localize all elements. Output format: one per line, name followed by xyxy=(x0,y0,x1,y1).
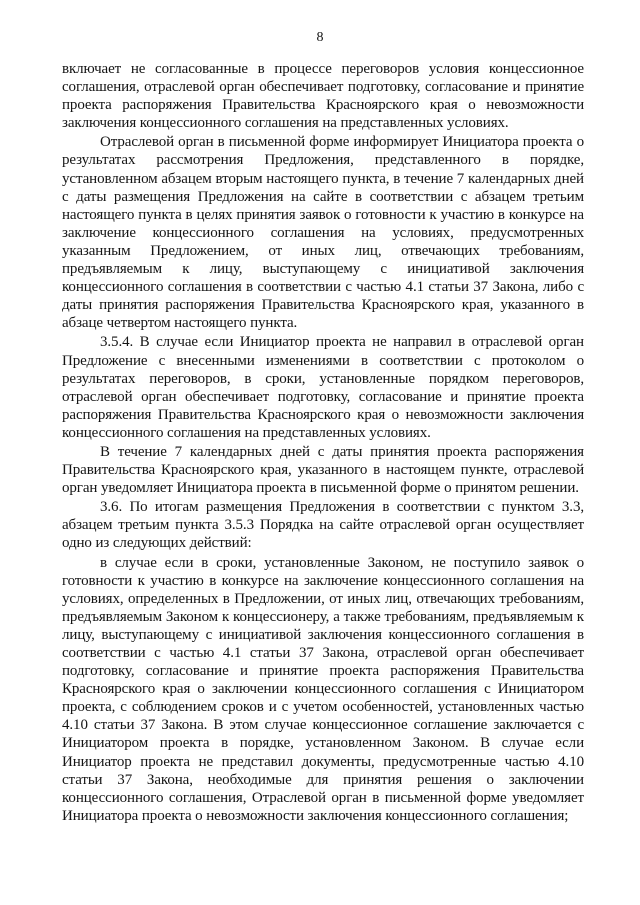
page-number: 8 xyxy=(316,30,324,45)
paragraph-1: включает не согласованные в процессе переговоров условия концессионное соглашения, отраслевой орган обеспечивает подготовку, согласование и принятие проекта распоряжения Правительства Красноярского края о невозможности заключения концессионного соглашения на представленных условиях. xyxy=(62,61,584,132)
paragraph-6: в случае если в сроки, установленные Законом, не поступило заявок о готовности к участию в конкурсе на заключение концессионного соглашения на условиях, определенных в Предложении, от иных лиц, отвечающих требованиям, предъявляемым Законом к концессионеру, а также требованиям, предъявляемым к лицу, выступающему с инициативой заключения концессионного соглашения в соответствии с частью 4.1 статьи 37 Закона, отраслевой орган обеспечивает подготовку, согласование и принятие проекта распоряжения Правительства Красноярского края о заключении концессионного соглашения с Инициатором проекта, с соблюдением сроков и с учетом особенностей, установленных частью 4.10 статьи 37 Закона. В этом случае концессионное соглашение заключается с Инициатором проекта в порядке, установленном Законом. В случае если Инициатор проекта не представил документы, предусмотренные частью 4.10 статьи 37 Закона, необходимые для принятия решения о заключении концессионного соглашения, Отраслевой орган в письменной форме уведомляет Инициатора проекта о невозможности заключения концессионного соглашения; xyxy=(62,554,584,824)
paragraph-3: 3.5.4. В случае если Инициатор проекта не направил в отраслевой орган Предложение с внесенными изменениями в соответствии с протоколом о результатах переговоров, в сроки, установленные порядком переговоров, отраслевой орган обеспечивает подготовку, согласование и принятие проекта распоряжения Правительства Красноярского края о невозможности заключения концессионного соглашения на представленных условиях. xyxy=(62,334,584,441)
body-text xyxy=(62,60,584,826)
paragraph-4: В течение 7 календарных дней с даты принятия проекта распоряжения Правительства Красноярского края, указанного в настоящем пункте, отраслевой орган уведомляет Инициатора проекта в письменной форме о принятом решении. xyxy=(62,443,584,497)
paragraph-2: Отраслевой орган в письменной форме информирует Инициатора проекта о результатах рассмотрения Предложения, представленного в порядке, установленном абзацем вторым настоящего пункта, в течение 7 календарных дней с даты размещения Предложения на сайте в соответствии с абзацем третьим настоящего пункта в целях принятия заявок о готовности к участию в конкурсе на заключение концессионного соглашения на условиях, предусмотренных указанным Предложением, от иных лиц, отвечающих требованиям, предъявляемым к лицу, выступающему с инициативой заключения концессионного соглашения в соответствии с частью 4.1 статьи 37 Закона, либо с даты принятия распоряжения Правительства Красноярского края, указанного в абзаце четвертом настоящего пункта. xyxy=(62,134,584,332)
paragraph-5: 3.6. По итогам размещения Предложения в соответствии с пунктом 3.3, абзацем третьим пункта 3.5.3 Порядка на сайте отраслевой орган осуществляет одно из следующих действий: xyxy=(62,499,584,552)
